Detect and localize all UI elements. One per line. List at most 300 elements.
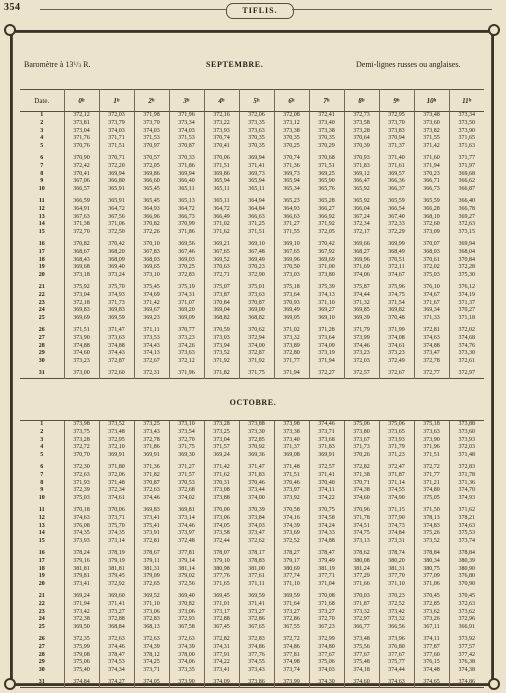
pressure-cell: 373,04 [64, 128, 99, 136]
pressure-cell: 378,21 [449, 515, 484, 523]
pressure-cell: 374,58 [309, 515, 344, 523]
hour-column-header: 4$^h$ [204, 90, 239, 112]
table-row [20, 249, 484, 257]
pressure-cell: 374,55 [239, 659, 274, 667]
pressure-cell: 372,29 [379, 229, 414, 237]
pressure-cell: 374,63 [64, 515, 99, 523]
pressure-cell: 373,40 [274, 437, 309, 445]
pressure-cell: 379,45 [99, 573, 134, 581]
pressure-cell: 374,46 [99, 644, 134, 652]
pressure-cell: 373,97 [169, 530, 204, 538]
pressure-cell: 370,74 [274, 155, 309, 163]
pressure-cell: 379,09 [134, 573, 169, 581]
date-cell: 26 [38, 326, 45, 333]
pressure-cell: 373,19 [309, 350, 344, 358]
table-row [20, 128, 484, 136]
pressure-cell: 373,70 [379, 120, 414, 128]
pressure-cell: 373,09 [414, 229, 449, 237]
pressure-cell: 373,82 [414, 128, 449, 136]
pressure-cell: 371,93 [64, 480, 99, 488]
pressure-cell: 369,94 [99, 171, 134, 179]
pressure-cell: 371,53 [134, 135, 169, 143]
pressure-cell: 370,87 [169, 143, 204, 151]
pressure-cell: 371,04 [309, 581, 344, 589]
pressure-cell: 374,03 [239, 523, 274, 531]
table-row [20, 538, 484, 546]
pressure-cell: 373,27 [309, 609, 344, 617]
pressure-cell: 371,71 [99, 135, 134, 143]
pressure-cell: 372,83 [134, 616, 169, 624]
pressure-cell: 370,03 [344, 593, 379, 601]
pressure-cell: 372,97 [449, 370, 484, 378]
pressure-cell: 373,23 [344, 350, 379, 358]
pressure-cell: 375,01 [239, 284, 274, 292]
pressure-cell: 372,52 [274, 538, 309, 546]
pressure-cell: 370,82 [169, 601, 204, 609]
pressure-cell: 372,60 [99, 370, 134, 378]
pressure-cell: 374,60 [344, 495, 379, 503]
pressure-cell: 371,47 [239, 464, 274, 472]
pressure-cell: 373,40 [309, 120, 344, 128]
pressure-cell: 374,86 [274, 644, 309, 652]
pressure-cell: 373,89 [274, 343, 309, 351]
pressure-cell: 374,34 [99, 667, 134, 675]
pressure-cell: 366,73 [169, 214, 204, 222]
pressure-cell: 378,74 [379, 550, 414, 558]
pressure-cell: 372,68 [169, 487, 204, 495]
pressure-cell: 370,23 [379, 593, 414, 601]
table-row [20, 421, 484, 429]
table-row [20, 120, 484, 128]
pressure-cell: 369,03 [169, 257, 204, 265]
pressure-cell: 374,80 [414, 487, 449, 495]
pressure-cell: 372,17 [344, 229, 379, 237]
pressure-cell: 370,46 [274, 480, 309, 488]
pressure-cell: 369,94 [169, 171, 204, 179]
pressure-cell: 373,14 [169, 515, 204, 523]
pressure-cell: 366,49 [204, 214, 239, 222]
pressure-cell: 373,62 [414, 609, 449, 617]
pressure-cell: 372,03 [344, 358, 379, 366]
pressure-cell: 370,93 [274, 300, 309, 308]
table-row [20, 315, 484, 323]
pressure-cell: 378,00 [169, 652, 204, 660]
pressure-cell: 372,18 [64, 300, 99, 308]
pressure-cell: 372,44 [204, 538, 239, 546]
pressure-cell: 378,67 [134, 550, 169, 558]
pressure-cell: 379,10 [204, 558, 239, 566]
table-row [20, 229, 484, 237]
table-row [20, 437, 484, 445]
pressure-cell: 371,51 [99, 143, 134, 151]
pressure-cell: 370,41 [64, 171, 99, 179]
pressure-cell: 379,16 [64, 558, 99, 566]
pressure-cell: 371,86 [169, 229, 204, 237]
pressure-cell: 373,23 [169, 335, 204, 343]
pressure-cell: 374,35 [64, 530, 99, 538]
pressure-cell: 370,93 [344, 155, 379, 163]
date-cell: 1 [40, 112, 44, 118]
pressure-cell: 372,08 [274, 112, 309, 120]
pressure-cell: 374,55 [379, 487, 414, 495]
pressure-cell: 367,65 [274, 249, 309, 257]
pressure-cell: 373,48 [344, 636, 379, 644]
pressure-cell: 378,12 [134, 652, 169, 660]
pressure-cell: 369,21 [204, 241, 239, 249]
pressure-cell: 369,05 [274, 315, 309, 323]
pressure-cell: 370,75 [309, 507, 344, 515]
pressure-cell: 371,63 [449, 143, 484, 151]
pressure-cell: 370,40 [309, 480, 344, 488]
pressure-cell: 365,59 [379, 198, 414, 206]
date-cell: 1 [40, 421, 44, 427]
table-row [20, 566, 484, 574]
pressure-cell: 367,48 [239, 249, 274, 257]
pressure-cell: 381,19 [309, 566, 344, 574]
table-row [20, 178, 484, 186]
pressure-cell: 381,24 [344, 566, 379, 574]
pressure-cell: 369,20 [169, 307, 204, 315]
pressure-cell: 373,38 [309, 128, 344, 136]
pressure-cell: 373,38 [274, 429, 309, 437]
pressure-cell: 373,35 [239, 120, 274, 128]
pressure-cell: 371,51 [309, 163, 344, 171]
pressure-cell: 365,92 [344, 186, 379, 194]
pressure-cell: 373,42 [64, 609, 99, 617]
pressure-cell: 371,67 [414, 300, 449, 308]
pressure-cell: 374,60 [64, 350, 99, 358]
pressure-cell: 379,17 [274, 558, 309, 566]
pressure-cell: 371,50 [414, 507, 449, 515]
pressure-cell: 373,10 [134, 272, 169, 280]
pressure-cell: 368,13 [134, 624, 169, 632]
pressure-cell: 377,67 [379, 652, 414, 660]
pressure-cell: 372,80 [274, 350, 309, 358]
pressure-cell: 371,61 [379, 163, 414, 171]
pressure-cell: 374,00 [239, 495, 274, 503]
pressure-cell: 365,91 [99, 198, 134, 206]
pressure-cell: 369,94 [449, 241, 484, 249]
pressure-cell: 370,39 [239, 507, 274, 515]
pressure-cell: 371,73 [99, 300, 134, 308]
pressure-cell: 371,55 [274, 229, 309, 237]
pressure-cell: 374,88 [64, 343, 99, 351]
pressure-cell: 371,33 [414, 315, 449, 323]
pressure-cell: 374,48 [414, 667, 449, 675]
pressure-cell: 373,23 [64, 358, 99, 366]
pressure-cell: 374,06 [344, 272, 379, 280]
hour-column-header: 9$^h$ [379, 90, 414, 112]
pressure-cell: 369,39 [344, 315, 379, 323]
table-row [20, 495, 484, 503]
pressure-cell: 372,05 [134, 163, 169, 171]
pressure-cell: 373,71 [99, 515, 134, 523]
pressure-cell: 373,30 [449, 350, 484, 358]
pressure-cell: 374,39 [134, 644, 169, 652]
pressure-cell: 377,67 [344, 652, 379, 660]
pressure-cell: 370,35 [309, 135, 344, 143]
pressure-cell: 367,56 [99, 214, 134, 222]
pressure-cell: 374,46 [344, 343, 379, 351]
pressure-cell: 370,94 [379, 135, 414, 143]
pressure-cell: 375,03 [64, 495, 99, 503]
date-cell: 31 [38, 678, 45, 685]
pressure-cell: 374,84 [64, 679, 99, 687]
pressure-cell: 369,09 [169, 315, 204, 323]
pressure-cell: 373,93 [449, 437, 484, 445]
pressure-cell: 373,63 [239, 292, 274, 300]
pressure-cell: 373,48 [414, 112, 449, 120]
pressure-cell: 368,84 [99, 624, 134, 632]
pressure-cell: 373,25 [204, 429, 239, 437]
table-row [20, 667, 484, 675]
pressure-cell: 370,39 [344, 143, 379, 151]
pressure-cell: 369,91 [99, 452, 134, 460]
pressure-cell: 369,69 [309, 257, 344, 265]
pressure-cell: 373,67 [344, 437, 379, 445]
pressure-cell: 373,94 [204, 343, 239, 351]
pressure-cell: 375,03 [414, 272, 449, 280]
pressure-cell: 374,03 [169, 128, 204, 136]
pressure-cell: 366,77 [344, 624, 379, 632]
pressure-cell: 374,43 [134, 343, 169, 351]
pressure-cell: 373,69 [274, 530, 309, 538]
pressure-cell: 365,94 [204, 178, 239, 186]
pressure-cell: 373,70 [134, 120, 169, 128]
frame-corner-ornament [488, 678, 500, 690]
pressure-cell: 365,94 [274, 178, 309, 186]
date-cell: 4 [40, 135, 44, 142]
pressure-cell: 374,70 [449, 487, 484, 495]
date-cell: 20 [38, 581, 45, 588]
pressure-cell: 371,76 [64, 135, 99, 143]
date-cell: 30 [38, 358, 45, 365]
pressure-cell: 381,31 [134, 566, 169, 574]
pressure-cell: 369,10 [274, 241, 309, 249]
pressure-cell: 374,05 [204, 523, 239, 531]
pressure-cell: 370,46 [239, 480, 274, 488]
table-row [20, 264, 484, 272]
pressure-cell: 377,76 [239, 652, 274, 660]
pressure-cell: 371,75 [169, 444, 204, 452]
pressure-cell: 371,54 [379, 300, 414, 308]
pressure-cell: 372,81 [134, 538, 169, 546]
hour-column-header: 7$^h$ [309, 90, 344, 112]
pressure-cell: 373,48 [99, 429, 134, 437]
pressure-cell: 369,91 [134, 452, 169, 460]
pressure-cell: 371,10 [134, 601, 169, 609]
pressure-cell: 374,09 [309, 343, 344, 351]
table-body [20, 421, 484, 687]
table-row [20, 573, 484, 581]
pressure-cell: 371,21 [414, 480, 449, 488]
pressure-cell: 374,46 [134, 495, 169, 503]
pressure-cell: 381,00 [239, 566, 274, 574]
pressure-cell: 377,29 [344, 573, 379, 581]
pressure-cell: 371,32 [344, 300, 379, 308]
pressure-cell: 369,49 [274, 307, 309, 315]
pressure-cell: 371,14 [379, 480, 414, 488]
pressure-cell: 374,05 [134, 679, 169, 687]
pressure-cell: 373,47 [239, 530, 274, 538]
date-cell: 23 [38, 608, 45, 615]
pressure-cell: 373,58 [204, 530, 239, 538]
pressure-cell: 375,56 [344, 644, 379, 652]
date-cell: 9 [40, 487, 44, 494]
pressure-cell: 371,10 [309, 300, 344, 308]
pressure-cell: 375,06 [379, 421, 414, 429]
date-cell: 5 [40, 143, 44, 150]
pressure-cell: 374,43 [99, 350, 134, 358]
pressure-cell: 373,06 [169, 609, 204, 617]
pressure-cell: 365,13 [169, 198, 204, 206]
pressure-cell: 373,06 [134, 609, 169, 617]
date-cell: 28 [38, 342, 45, 349]
pressure-cell: 372,95 [99, 437, 134, 445]
pressure-cell: 371,77 [449, 155, 484, 163]
pressure-cell: 376,08 [64, 523, 99, 531]
pressure-cell: 373,43 [239, 667, 274, 675]
pressure-cell: 373,99 [274, 679, 309, 687]
pressure-cell: 373,42 [379, 609, 414, 617]
date-cell: 5 [40, 452, 44, 459]
pressure-cell: 366,56 [379, 624, 414, 632]
pressure-cell: 373,60 [449, 429, 484, 437]
pressure-cell: 371,38 [344, 472, 379, 480]
pressure-cell: 375,70 [99, 523, 134, 531]
pressure-cell: 375,87 [344, 284, 379, 292]
pressure-cell: 372,72 [64, 444, 99, 452]
pressure-cell: 372,27 [309, 370, 344, 378]
pressure-cell: 374,22 [309, 495, 344, 503]
date-cell: 18 [38, 256, 45, 263]
date-cell: 28 [38, 651, 45, 658]
pressure-cell: 374,03 [99, 128, 134, 136]
pressure-cell: 370,42 [99, 241, 134, 249]
pressure-cell: 370,51 [379, 257, 414, 265]
pressure-cell: 370,82 [64, 241, 99, 249]
pressure-cell: 371,37 [274, 444, 309, 452]
table-row [20, 659, 484, 667]
pressure-cell: 373,93 [64, 538, 99, 546]
table-row [20, 257, 484, 265]
pressure-cell: 371,42 [204, 464, 239, 472]
pressure-cell: 372,06 [239, 112, 274, 120]
pressure-cell: 377,71 [309, 573, 344, 581]
pressure-cell: 366,71 [414, 178, 449, 186]
pressure-cell: 371,25 [239, 221, 274, 229]
date-cell: 27 [38, 334, 45, 341]
pressure-cell: 378,62 [344, 550, 379, 558]
pressure-cell: 372,93 [169, 616, 204, 624]
table-row [20, 530, 484, 538]
table-row [20, 327, 484, 335]
pressure-cell: 365,11 [169, 186, 204, 194]
hour-column-header: 6$^h$ [274, 90, 309, 112]
pressure-cell: 372,87 [239, 350, 274, 358]
pressure-cell: 374,38 [344, 487, 379, 495]
pressure-cell: 373,58 [344, 120, 379, 128]
table-row [20, 135, 484, 143]
pressure-cell: 372,90 [239, 272, 274, 280]
pressure-cell: 370,58 [274, 507, 309, 515]
pressure-cell: 370,70 [64, 452, 99, 460]
pressure-cell: 366,57 [64, 186, 99, 194]
pressure-cell: 371,27 [274, 221, 309, 229]
pressure-cell: 372,38 [64, 616, 99, 624]
pressure-cell: 374,86 [449, 679, 484, 687]
pressure-cell: 374,98 [274, 659, 309, 667]
pressure-cell: 367,46 [169, 249, 204, 257]
pressure-cell: 377,90 [379, 515, 414, 523]
pressure-cell: 374,53 [99, 659, 134, 667]
pressure-cell: 371,02 [274, 327, 309, 335]
pressure-cell: 370,29 [309, 143, 344, 151]
pressure-cell: 375,19 [169, 284, 204, 292]
pressure-cell: 370,08 [309, 593, 344, 601]
date-cell: 29 [38, 659, 45, 666]
pressure-cell: 369,96 [344, 257, 379, 265]
hour-column-header: 5$^h$ [239, 90, 274, 112]
pressure-cell: 371,57 [204, 444, 239, 452]
pressure-cell: 374,93 [99, 292, 134, 300]
pressure-cell: 367,83 [134, 249, 169, 257]
pressure-cell: 373,04 [204, 437, 239, 445]
pressure-cell: 374,46 [169, 523, 204, 531]
pressure-cell: 373,35 [169, 667, 204, 675]
pressure-cell: 377,09 [414, 573, 449, 581]
pressure-cell: 374,88 [309, 538, 344, 546]
pressure-cell: 378,47 [309, 550, 344, 558]
pressure-cell: 369,59 [99, 315, 134, 323]
pressure-cell: 376,80 [449, 573, 484, 581]
date-cell: 13 [38, 522, 45, 529]
pressure-cell: 370,45 [414, 593, 449, 601]
pressure-cell: 374,44 [344, 292, 379, 300]
pressure-cell: 375,70 [99, 284, 134, 292]
pressure-cell: 372,12 [64, 112, 99, 120]
table-row [20, 601, 484, 609]
table-row [20, 186, 484, 194]
pressure-cell: 373,04 [64, 292, 99, 300]
date-cell: 17 [38, 248, 45, 255]
pressure-cell: 372,63 [134, 487, 169, 495]
pressure-cell: 373,41 [64, 581, 99, 589]
pressure-cell: 377,81 [169, 550, 204, 558]
hour-column-header: 0$^h$ [64, 90, 99, 112]
pressure-cell: 371,01 [204, 601, 239, 609]
pressure-cell: 374,39 [169, 644, 204, 652]
pressure-cell: 374,90 [379, 495, 414, 503]
date-cell: 3 [40, 436, 44, 443]
pressure-cell: 374,27 [99, 679, 134, 687]
pressure-cell: 372,02 [449, 327, 484, 335]
pressure-cell: 372,85 [239, 437, 274, 445]
pressure-cell: 370,82 [134, 221, 169, 229]
pressure-cell: 373,47 [414, 350, 449, 358]
pressure-cell: 370,90 [449, 581, 484, 589]
table-row [20, 163, 484, 171]
date-cell: 8 [40, 479, 44, 486]
pressure-cell: 373,12 [274, 120, 309, 128]
pressure-cell: 371,83 [344, 163, 379, 171]
pressure-cell: 369,10 [239, 241, 274, 249]
pressure-cell: 372,95 [379, 112, 414, 120]
pressure-cell: 372,12 [169, 358, 204, 366]
date-cell: 31 [38, 369, 45, 376]
pressure-cell: 373,32 [344, 609, 379, 617]
pressure-cell: 372,26 [134, 229, 169, 237]
